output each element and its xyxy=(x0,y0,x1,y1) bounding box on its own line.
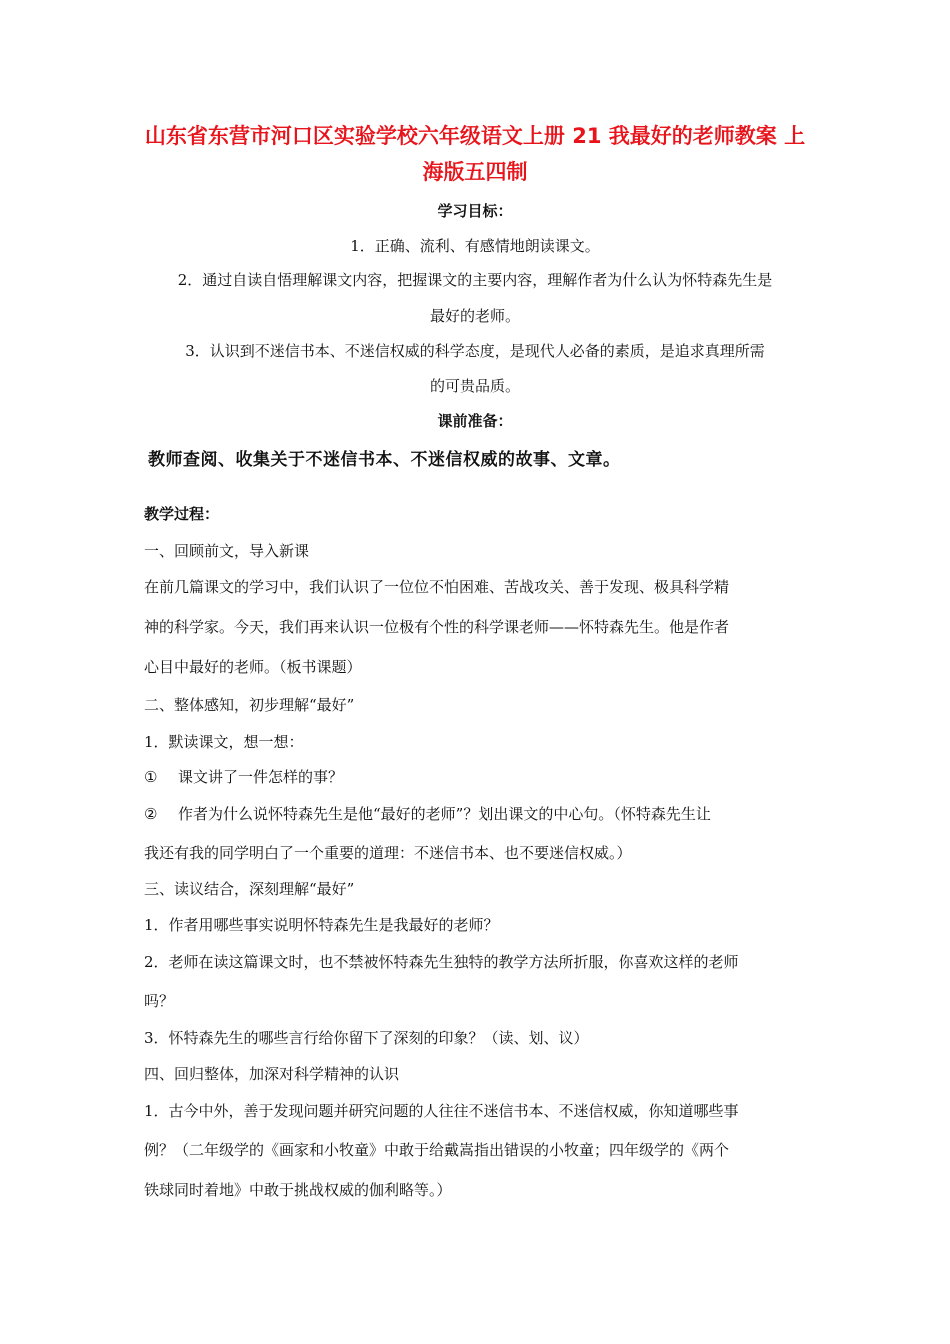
preparation-text: 教师查阅、收集关于不迷信书本、不迷信权威的故事、文章。 xyxy=(148,450,621,470)
process-line: 3．怀特森先生的哪些言行给你留下了深刻的印象？（读、划、议） xyxy=(144,1029,589,1047)
process-item-1 xyxy=(144,766,343,787)
objective-item-3-line-2: 的可贵品质。 xyxy=(429,377,520,395)
process-line: 四、回归整体，加深对科学精神的认识 xyxy=(144,1065,400,1083)
process-line: 在前几篇课文的学习中，我们认识了一位位不怕困难、苦战攻关、善于发现、极具科学精 xyxy=(144,578,730,596)
process-line: 心目中最好的老师。（板书课题） xyxy=(144,658,362,676)
process-line: 吗？ xyxy=(144,992,175,1010)
process-heading: 教学过程： xyxy=(144,505,220,523)
objective-item-3-line-1: 3．认识到不迷信书本、不迷信权威的科学态度，是现代人必备的素质，是追求真理所需 xyxy=(185,342,765,360)
process-line: 作者为什么说怀特森先生是他“最好的老师”？划出课文的中心句。（怀特森先生让 xyxy=(178,805,711,823)
objective-item-2-line-2: 最好的老师。 xyxy=(429,307,520,325)
process-line: 课文讲了一件怎样的事？ xyxy=(178,768,344,786)
process-item-2 xyxy=(144,803,711,824)
process-line: 二、整体感知，初步理解“最好” xyxy=(144,696,355,714)
objective-item-2-line-1: 2．通过自读自悟理解课文内容，把握课文的主要内容，理解作者为什么认为怀特森先生是 xyxy=(177,271,773,289)
process-line: 我还有我的同学明白了一个重要的道理：不迷信书本、也不要迷信权威。） xyxy=(144,844,632,862)
document-title: 山东省东营市河口区实验学校六年级语文上册 21 我最好的老师教案 上海版五四制 xyxy=(144,124,806,184)
preparation-heading: 课前准备： xyxy=(437,412,513,430)
process-line: 铁球同时着地》中敢于挑战权威的伽利略等。） xyxy=(144,1181,452,1199)
process-line: 2．老师在读这篇课文时，也不禁被怀特森先生独特的教学方法所折服，你喜欢这样的老师 xyxy=(144,953,739,971)
process-line: 神的科学家。今天，我们再来认识一位极有个性的科学课老师——怀特森先生。他是作者 xyxy=(144,618,730,636)
circled-one-marker: ① xyxy=(144,768,158,786)
process-line: 三、读议结合，深刻理解“最好” xyxy=(144,880,355,898)
process-line: 一、回顾前文，导入新课 xyxy=(144,542,310,560)
process-line: 1．默读课文，想一想： xyxy=(144,733,304,751)
process-line: 例？（二年级学的《画家和小牧童》中敢于给戴嵩指出错误的小牧童；四年级学的《两个 xyxy=(144,1141,730,1159)
circled-two-marker: ② xyxy=(144,805,158,823)
objective-item-1: 1．正确、流利、有感情地朗读课文。 xyxy=(350,237,600,255)
objectives-heading: 学习目标： xyxy=(437,202,513,220)
process-line: 1．作者用哪些事实说明怀特森先生是我最好的老师？ xyxy=(144,916,499,934)
process-line: 1．古今中外，善于发现问题并研究问题的人往往不迷信书本、不迷信权威，你知道哪些事 xyxy=(144,1102,739,1120)
